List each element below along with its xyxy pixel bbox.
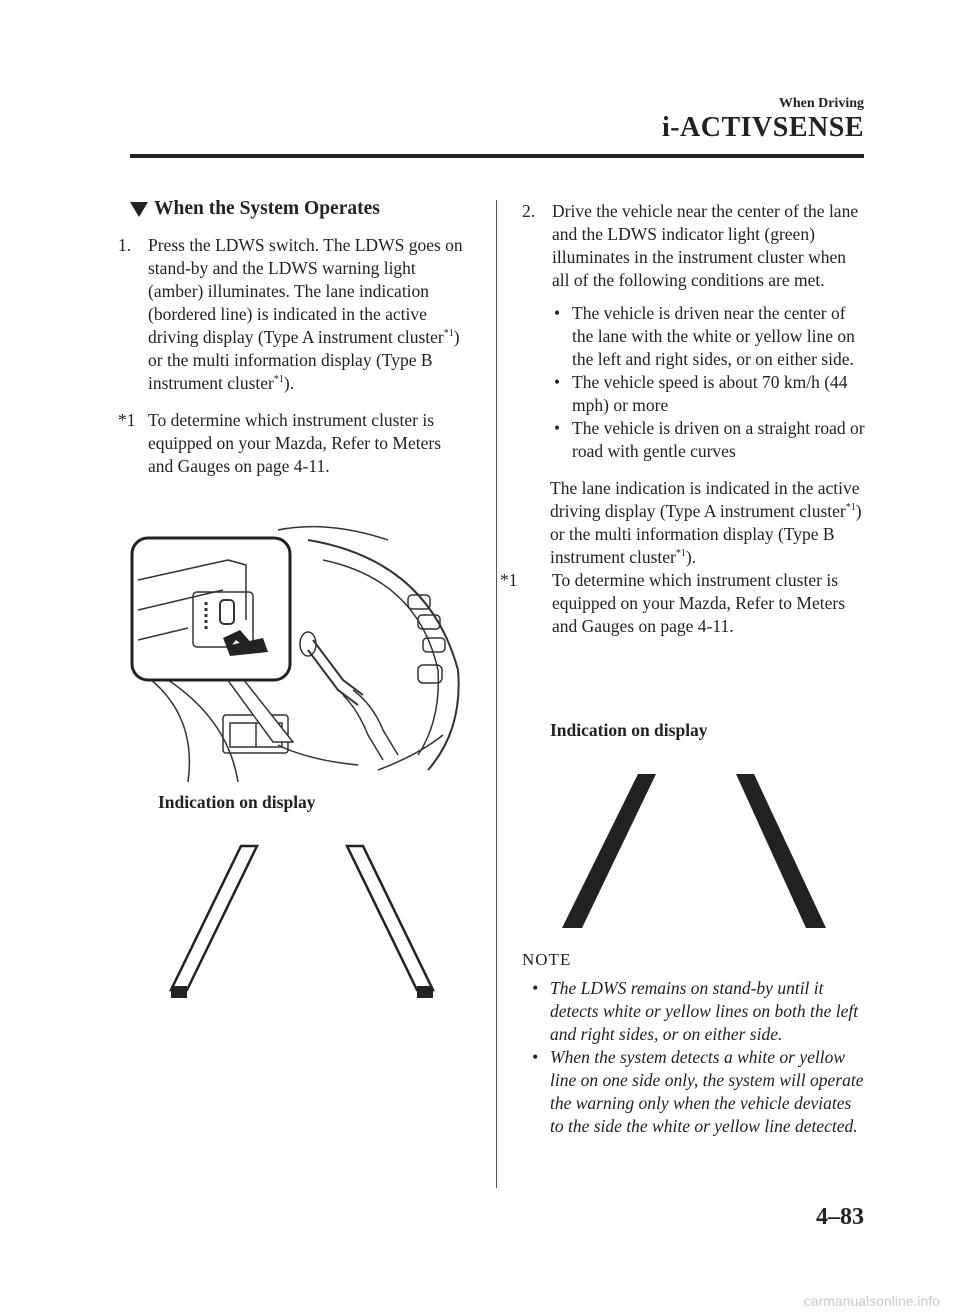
step-1-text-b: ) or the multi information display (Type B instrument cluster [148,327,460,393]
lane-indication-solid [560,772,830,932]
list-item: • The vehicle speed is about 70 km/h (44 mph) or more [554,372,848,415]
footnote-ref: *1 [443,328,454,340]
right-caption: Indication on display [550,720,708,740]
right-column [500,200,867,638]
chapter-title: i-ACTIVSENSE [661,112,864,143]
footnote-marker: *1 [500,570,518,590]
footnote-text: To determine which instrument cluster is equipped on your Mazda, Refer to Meters and Gauges on page 4-11. [148,410,442,476]
step-1-number: 1. [118,235,132,255]
footnote-right [500,569,867,638]
footnote-text: To determine which instrument cluster is equipped on your Mazda, Refer to Meters and Gauges on page 4-11. [552,570,846,636]
list-item: • When the system detects a white or yellow line on one side only, the system will operate the warning only when the vehicle deviates to the side the white or yellow line detected. [532,1047,864,1136]
step-1 [118,234,468,395]
section-title: When Driving [778,96,864,111]
conditions-list [550,302,867,463]
triangle-icon [130,202,148,217]
step-2-text: Drive the vehicle near the center of the lane and the LDWS indicator light (green) illuminates in the instrument cluster when all of the following conditions are met. [552,201,859,290]
step-1-text-c: ). [283,373,295,393]
section-heading [130,198,380,220]
footnote-ref: *1 [273,374,284,386]
list-item: • The vehicle is driven near the center of the lane with the white or yellow line on the left and right sides, or on either side. [554,303,855,369]
lane-indication-text: The lane indication is indicated in the active driving display (Type A instrument cluster$^{*1}$) or the multi information display (Type B instrument cluster$^{*1}$). [550,478,862,567]
left-column [118,234,468,478]
note-block [522,948,867,1138]
column-divider [496,200,497,1188]
note-title: NOTE [522,950,572,969]
step-2-number: 2. [522,201,536,221]
left-caption: Indication on display [158,792,316,812]
footnote-ref: *1 [675,548,686,560]
note-list [528,977,867,1138]
step-1-text-a: Press the LDWS switch. The LDWS goes on stand-by and the LDWS warning light (amber) illuminates. The lane indication (bordered line) is indicated in the active driving display (Type A instrument cluster [148,235,463,347]
lane-indication-bordered [165,840,445,1002]
list-item: • The LDWS remains on stand-by until it detects white or yellow lines on both the left and right sides, or on either side. [532,978,859,1044]
section-heading-text: When the System Operates [154,198,380,219]
ldws-switch-illustration [128,520,468,782]
list-item: • The vehicle is driven on a straight road or road with gentle curves [554,418,865,461]
page-number: 4–83 [816,1204,864,1230]
footnote-marker: *1 [118,410,136,430]
step-2 [522,200,867,292]
footnote-ref: *1 [845,502,856,514]
watermark: carmanualsonline.info [803,1293,940,1309]
footnote-left [118,409,468,478]
header-rule [130,154,864,158]
